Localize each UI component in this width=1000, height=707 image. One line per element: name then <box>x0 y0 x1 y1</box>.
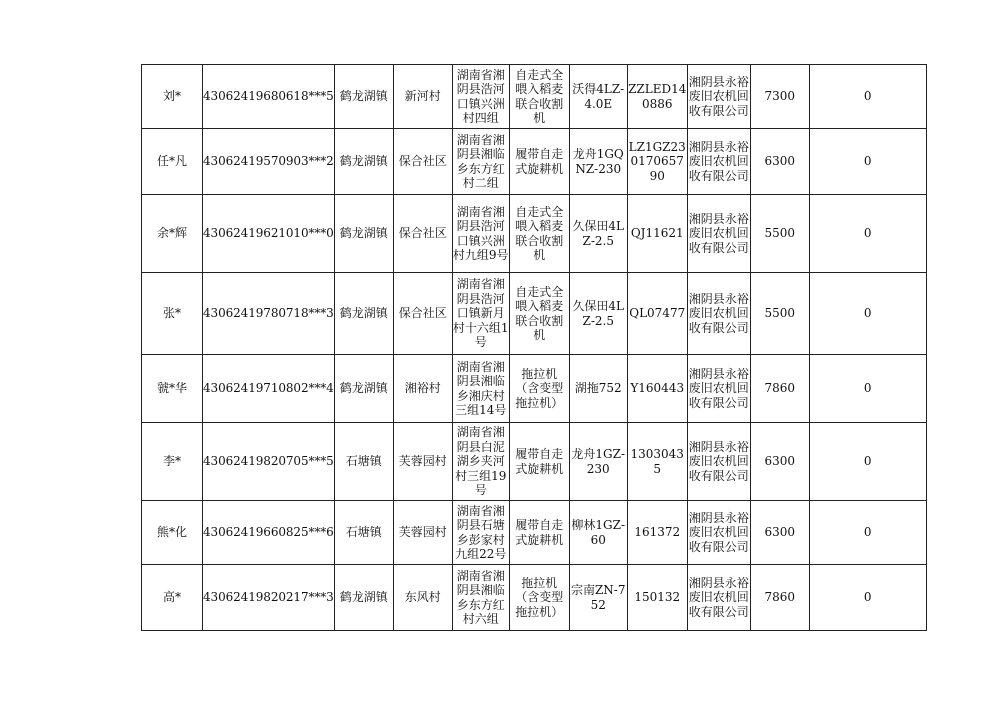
id-number-cell: 43062419780718***3 <box>203 273 335 355</box>
model-cell: 龙舟1GZ-230 <box>569 423 627 501</box>
table-row <box>142 565 927 631</box>
address-cell: 湖南省湘阴县浩河口镇兴洲村四组 <box>452 65 509 129</box>
id-number-cell: 43062419680618***5 <box>203 65 335 129</box>
village-cell: 芙蓉园村 <box>393 501 452 565</box>
table-row <box>142 65 927 129</box>
machine-type-cell: 自走式全喂入稻麦联合收割机 <box>509 65 569 129</box>
village-cell: 新河村 <box>393 65 452 129</box>
subsidy-amount-cell: 6300 <box>750 129 809 195</box>
town-cell: 鹤龙湖镇 <box>334 129 393 195</box>
town-cell: 鹤龙湖镇 <box>334 355 393 423</box>
village-cell: 保合社区 <box>393 129 452 195</box>
serial-number-cell: LZ1GZ23017065790 <box>627 129 687 195</box>
id-number-cell: 43062419660825***6 <box>203 501 335 565</box>
recycler-company-cell: 湘阴县永裕废旧农机回收有限公司 <box>687 501 750 565</box>
serial-number-cell: QL07477 <box>627 273 687 355</box>
town-cell: 石塘镇 <box>334 423 393 501</box>
name-cell: 高* <box>142 565 203 631</box>
village-cell: 芙蓉园村 <box>393 423 452 501</box>
machine-type-cell: 自走式全喂入稻麦联合收割机 <box>509 195 569 273</box>
id-number-cell: 43062419820217***3 <box>203 565 335 631</box>
machine-type-cell: 自走式全喂入稻麦联合收割机 <box>509 273 569 355</box>
id-number-cell: 43062419570903***2 <box>203 129 335 195</box>
village-cell: 保合社区 <box>393 195 452 273</box>
name-cell: 任*凡 <box>142 129 203 195</box>
subsidy-amount-cell: 7860 <box>750 565 809 631</box>
town-cell: 鹤龙湖镇 <box>334 195 393 273</box>
recycler-company-cell: 湘阴县永裕废旧农机回收有限公司 <box>687 65 750 129</box>
machine-type-cell: 拖拉机（含变型拖拉机） <box>509 355 569 423</box>
serial-number-cell: QJ11621 <box>627 195 687 273</box>
recycler-company-cell: 湘阴县永裕废旧农机回收有限公司 <box>687 195 750 273</box>
subsidy-amount-cell: 5500 <box>750 273 809 355</box>
recycler-company-cell: 湘阴县永裕废旧农机回收有限公司 <box>687 355 750 423</box>
subsidy-amount-cell: 7300 <box>750 65 809 129</box>
name-cell: 张* <box>142 273 203 355</box>
extra-amount-cell: 0 <box>809 501 926 565</box>
extra-amount-cell: 0 <box>809 129 926 195</box>
model-cell: 湖拖752 <box>569 355 627 423</box>
table-row <box>142 501 927 565</box>
village-cell: 保合社区 <box>393 273 452 355</box>
village-cell: 东风村 <box>393 565 452 631</box>
machine-type-cell: 拖拉机（含变型拖拉机） <box>509 565 569 631</box>
recycler-company-cell: 湘阴县永裕废旧农机回收有限公司 <box>687 129 750 195</box>
name-cell: 刘* <box>142 65 203 129</box>
serial-number-cell: Y160443 <box>627 355 687 423</box>
model-cell: 久保田4LZ-2.5 <box>569 273 627 355</box>
subsidy-amount-cell: 7860 <box>750 355 809 423</box>
id-number-cell: 43062419621010***0 <box>203 195 335 273</box>
model-cell: 宗南ZN-752 <box>569 565 627 631</box>
name-cell: 虢*华 <box>142 355 203 423</box>
subsidy-amount-cell: 6300 <box>750 423 809 501</box>
town-cell: 鹤龙湖镇 <box>334 65 393 129</box>
village-cell: 湘裕村 <box>393 355 452 423</box>
recycler-company-cell: 湘阴县永裕废旧农机回收有限公司 <box>687 423 750 501</box>
machine-type-cell: 履带自走式旋耕机 <box>509 423 569 501</box>
address-cell: 湖南省湘阴县浩河口镇兴洲村九组9号 <box>452 195 509 273</box>
model-cell: 柳林1GZ-60 <box>569 501 627 565</box>
extra-amount-cell: 0 <box>809 65 926 129</box>
table-row <box>142 129 927 195</box>
serial-number-cell: ZZLED140886 <box>627 65 687 129</box>
name-cell: 李* <box>142 423 203 501</box>
model-cell: 沃得4LZ-4.0E <box>569 65 627 129</box>
address-cell: 湖南省湘阴县湘临乡湘庆村三组14号 <box>452 355 509 423</box>
id-number-cell: 43062419710802***4 <box>203 355 335 423</box>
town-cell: 鹤龙湖镇 <box>334 565 393 631</box>
recycler-company-cell: 湘阴县永裕废旧农机回收有限公司 <box>687 565 750 631</box>
table-row <box>142 423 927 501</box>
recycler-company-cell: 湘阴县永裕废旧农机回收有限公司 <box>687 273 750 355</box>
subsidy-amount-cell: 5500 <box>750 195 809 273</box>
table-row <box>142 195 927 273</box>
address-cell: 湖南省湘阴县湘临乡东方红村六组 <box>452 565 509 631</box>
subsidy-amount-cell: 6300 <box>750 501 809 565</box>
model-cell: 久保田4LZ-2.5 <box>569 195 627 273</box>
name-cell: 余*辉 <box>142 195 203 273</box>
extra-amount-cell: 0 <box>809 273 926 355</box>
serial-number-cell: 13030435 <box>627 423 687 501</box>
model-cell: 龙舟1GQNZ-230 <box>569 129 627 195</box>
name-cell: 熊*化 <box>142 501 203 565</box>
town-cell: 石塘镇 <box>334 501 393 565</box>
machine-type-cell: 履带自走式旋耕机 <box>509 501 569 565</box>
extra-amount-cell: 0 <box>809 355 926 423</box>
table-row <box>142 355 927 423</box>
extra-amount-cell: 0 <box>809 195 926 273</box>
address-cell: 湖南省湘阴县白泥湖乡夹河村三组19号 <box>452 423 509 501</box>
data-table <box>141 64 927 631</box>
serial-number-cell: 161372 <box>627 501 687 565</box>
id-number-cell: 43062419820705***5 <box>203 423 335 501</box>
table-row <box>142 273 927 355</box>
address-cell: 湖南省湘阴县湘临乡东方红村二组 <box>452 129 509 195</box>
address-cell: 湖南省湘阴县浩河口镇新月村十六组1号 <box>452 273 509 355</box>
serial-number-cell: 150132 <box>627 565 687 631</box>
extra-amount-cell: 0 <box>809 565 926 631</box>
extra-amount-cell: 0 <box>809 423 926 501</box>
machine-type-cell: 履带自走式旋耕机 <box>509 129 569 195</box>
town-cell: 鹤龙湖镇 <box>334 273 393 355</box>
address-cell: 湖南省湘阴县石塘乡彭家村九组22号 <box>452 501 509 565</box>
table-body <box>142 65 927 631</box>
